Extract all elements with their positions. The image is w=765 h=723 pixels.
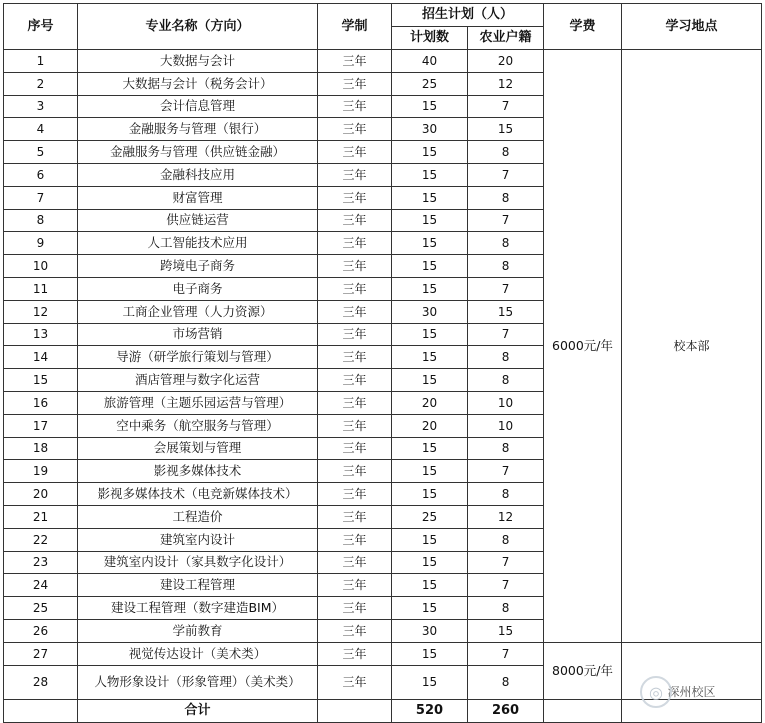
- row-plan-rural: 8: [468, 528, 544, 551]
- row-seq: 22: [4, 528, 78, 551]
- row-duration: 三年: [318, 323, 392, 346]
- row-seq: 24: [4, 574, 78, 597]
- row-plan-rural: 7: [468, 323, 544, 346]
- row-seq: 17: [4, 414, 78, 437]
- row-seq: 23: [4, 551, 78, 574]
- row-major-name: 建筑室内设计: [78, 528, 318, 551]
- row-duration: 三年: [318, 209, 392, 232]
- row-major-name: 旅游管理（主题乐园运营与管理）: [78, 391, 318, 414]
- row-plan-total: 20: [392, 414, 468, 437]
- row-duration: 三年: [318, 72, 392, 95]
- row-major-name: 金融服务与管理（供应链金融）: [78, 141, 318, 164]
- row-duration: 三年: [318, 665, 392, 699]
- row-plan-rural: 8: [468, 346, 544, 369]
- row-duration: 三年: [318, 118, 392, 141]
- row-plan-total: 15: [392, 346, 468, 369]
- row-duration: 三年: [318, 391, 392, 414]
- header-plan-rural: 农业户籍: [468, 27, 544, 50]
- row-major-name: 建筑室内设计（家具数字化设计）: [78, 551, 318, 574]
- row-duration: 三年: [318, 597, 392, 620]
- row-major-name: 大数据与会计（税务会计）: [78, 72, 318, 95]
- row-seq: 19: [4, 460, 78, 483]
- row-seq: 12: [4, 300, 78, 323]
- row-duration: 三年: [318, 163, 392, 186]
- row-plan-rural: 7: [468, 209, 544, 232]
- row-seq: 15: [4, 369, 78, 392]
- row-seq: 2: [4, 72, 78, 95]
- row-duration: 三年: [318, 300, 392, 323]
- row-plan-rural: 7: [468, 277, 544, 300]
- row-major-name: 工商企业管理（人力资源）: [78, 300, 318, 323]
- row-plan-rural: 8: [468, 186, 544, 209]
- row-plan-rural: 8: [468, 665, 544, 699]
- header-location: 学习地点: [622, 4, 762, 50]
- row-plan-rural: 12: [468, 72, 544, 95]
- row-seq: 5: [4, 141, 78, 164]
- row-plan-total: 15: [392, 163, 468, 186]
- row-plan-total: 25: [392, 505, 468, 528]
- row-seq: 14: [4, 346, 78, 369]
- row-seq: 8: [4, 209, 78, 232]
- row-plan-rural: 20: [468, 50, 544, 73]
- row-major-name: 导游（研学旅行策划与管理）: [78, 346, 318, 369]
- location-cell-main: 校本部: [622, 50, 762, 643]
- row-plan-rural: 7: [468, 460, 544, 483]
- row-major-name: 建设工程管理: [78, 574, 318, 597]
- row-plan-rural: 15: [468, 118, 544, 141]
- row-plan-total: 15: [392, 460, 468, 483]
- row-seq: 7: [4, 186, 78, 209]
- row-seq: 16: [4, 391, 78, 414]
- row-major-name: 建设工程管理（数字建造BIM）: [78, 597, 318, 620]
- header-plan: 招生计划（人）: [392, 4, 544, 27]
- row-major-name: 会展策划与管理: [78, 437, 318, 460]
- row-plan-total: 30: [392, 118, 468, 141]
- row-plan-total: 30: [392, 619, 468, 642]
- row-plan-total: 15: [392, 483, 468, 506]
- row-major-name: 学前教育: [78, 619, 318, 642]
- row-plan-total: 15: [392, 323, 468, 346]
- row-duration: 三年: [318, 369, 392, 392]
- row-major-name: 财富管理: [78, 186, 318, 209]
- row-duration: 三年: [318, 528, 392, 551]
- row-duration: 三年: [318, 186, 392, 209]
- row-seq: 20: [4, 483, 78, 506]
- row-seq: 4: [4, 118, 78, 141]
- row-duration: 三年: [318, 95, 392, 118]
- row-seq: 11: [4, 277, 78, 300]
- header-major: 专业名称（方向）: [78, 4, 318, 50]
- row-plan-total: 40: [392, 50, 468, 73]
- row-plan-rural: 7: [468, 574, 544, 597]
- row-duration: 三年: [318, 277, 392, 300]
- row-duration: 三年: [318, 437, 392, 460]
- row-duration: 三年: [318, 551, 392, 574]
- row-major-name: 金融服务与管理（银行）: [78, 118, 318, 141]
- row-major-name: 电子商务: [78, 277, 318, 300]
- row-major-name: 大数据与会计: [78, 50, 318, 73]
- row-plan-total: 15: [392, 665, 468, 699]
- location-cell-branch: 深州校区: [622, 642, 762, 699]
- row-major-name: 金融科技应用: [78, 163, 318, 186]
- row-duration: 三年: [318, 346, 392, 369]
- row-seq: 28: [4, 665, 78, 699]
- table-row: [4, 642, 762, 665]
- row-plan-total: 15: [392, 642, 468, 665]
- row-plan-rural: 10: [468, 391, 544, 414]
- row-plan-rural: 12: [468, 505, 544, 528]
- row-duration: 三年: [318, 642, 392, 665]
- row-major-name: 跨境电子商务: [78, 255, 318, 278]
- row-duration: 三年: [318, 141, 392, 164]
- row-plan-rural: 8: [468, 141, 544, 164]
- row-major-name: 会计信息管理: [78, 95, 318, 118]
- row-plan-total: 15: [392, 209, 468, 232]
- row-plan-total: 15: [392, 232, 468, 255]
- row-plan-rural: 10: [468, 414, 544, 437]
- row-duration: 三年: [318, 460, 392, 483]
- row-seq: 27: [4, 642, 78, 665]
- row-seq: 13: [4, 323, 78, 346]
- row-duration: 三年: [318, 414, 392, 437]
- row-plan-total: 15: [392, 528, 468, 551]
- row-major-name: 空中乘务（航空服务与管理）: [78, 414, 318, 437]
- total-fee-cell: [544, 699, 622, 722]
- fee-cell-art: 8000元/年: [544, 642, 622, 699]
- row-seq: 21: [4, 505, 78, 528]
- row-duration: 三年: [318, 483, 392, 506]
- table-body: [4, 50, 762, 700]
- row-duration: 三年: [318, 505, 392, 528]
- row-plan-rural: 8: [468, 369, 544, 392]
- row-seq: 10: [4, 255, 78, 278]
- row-plan-total: 15: [392, 277, 468, 300]
- row-major-name: 供应链运营: [78, 209, 318, 232]
- row-seq: 3: [4, 95, 78, 118]
- row-plan-rural: 7: [468, 551, 544, 574]
- header-plan-total: 计划数: [392, 27, 468, 50]
- row-major-name: 人物形象设计（形象管理）（美术类）: [78, 665, 318, 699]
- row-plan-rural: 7: [468, 95, 544, 118]
- row-duration: 三年: [318, 255, 392, 278]
- row-plan-rural: 8: [468, 232, 544, 255]
- row-plan-rural: 8: [468, 255, 544, 278]
- fee-cell-main: 6000元/年: [544, 50, 622, 643]
- row-plan-rural: 7: [468, 163, 544, 186]
- row-major-name: 酒店管理与数字化运营: [78, 369, 318, 392]
- row-seq: 25: [4, 597, 78, 620]
- row-seq: 6: [4, 163, 78, 186]
- row-seq: 26: [4, 619, 78, 642]
- row-plan-total: 20: [392, 391, 468, 414]
- total-label: 合计: [78, 699, 318, 722]
- row-plan-rural: 15: [468, 300, 544, 323]
- total-seq-cell: [4, 699, 78, 722]
- row-plan-total: 15: [392, 141, 468, 164]
- row-seq: 9: [4, 232, 78, 255]
- row-plan-rural: 7: [468, 642, 544, 665]
- row-major-name: 人工智能技术应用: [78, 232, 318, 255]
- row-plan-total: 30: [392, 300, 468, 323]
- row-plan-rural: 8: [468, 437, 544, 460]
- row-plan-total: 15: [392, 574, 468, 597]
- header-duration: 学制: [318, 4, 392, 50]
- header-fee: 学费: [544, 4, 622, 50]
- watermark-logo-icon: ◎: [640, 676, 672, 708]
- row-duration: 三年: [318, 50, 392, 73]
- row-seq: 1: [4, 50, 78, 73]
- total-plan: 520: [392, 699, 468, 722]
- row-plan-rural: 8: [468, 597, 544, 620]
- header-seq: 序号: [4, 4, 78, 50]
- row-plan-total: 25: [392, 72, 468, 95]
- table-row: [4, 50, 762, 73]
- row-plan-total: 15: [392, 255, 468, 278]
- row-plan-total: 15: [392, 369, 468, 392]
- row-major-name: 工程造价: [78, 505, 318, 528]
- row-plan-total: 15: [392, 186, 468, 209]
- row-duration: 三年: [318, 574, 392, 597]
- row-duration: 三年: [318, 232, 392, 255]
- row-major-name: 影视多媒体技术（电竞新媒体技术）: [78, 483, 318, 506]
- row-seq: 18: [4, 437, 78, 460]
- row-plan-rural: 8: [468, 483, 544, 506]
- total-duration-cell: [318, 699, 392, 722]
- row-plan-total: 15: [392, 95, 468, 118]
- site-watermark: [640, 672, 760, 712]
- row-plan-rural: 15: [468, 619, 544, 642]
- row-major-name: 视觉传达设计（美术类）: [78, 642, 318, 665]
- row-major-name: 市场营销: [78, 323, 318, 346]
- total-rural: 260: [468, 699, 544, 722]
- row-duration: 三年: [318, 619, 392, 642]
- row-plan-total: 15: [392, 597, 468, 620]
- enrollment-plan-table: [3, 3, 762, 723]
- row-plan-total: 15: [392, 551, 468, 574]
- row-plan-total: 15: [392, 437, 468, 460]
- row-major-name: 影视多媒体技术: [78, 460, 318, 483]
